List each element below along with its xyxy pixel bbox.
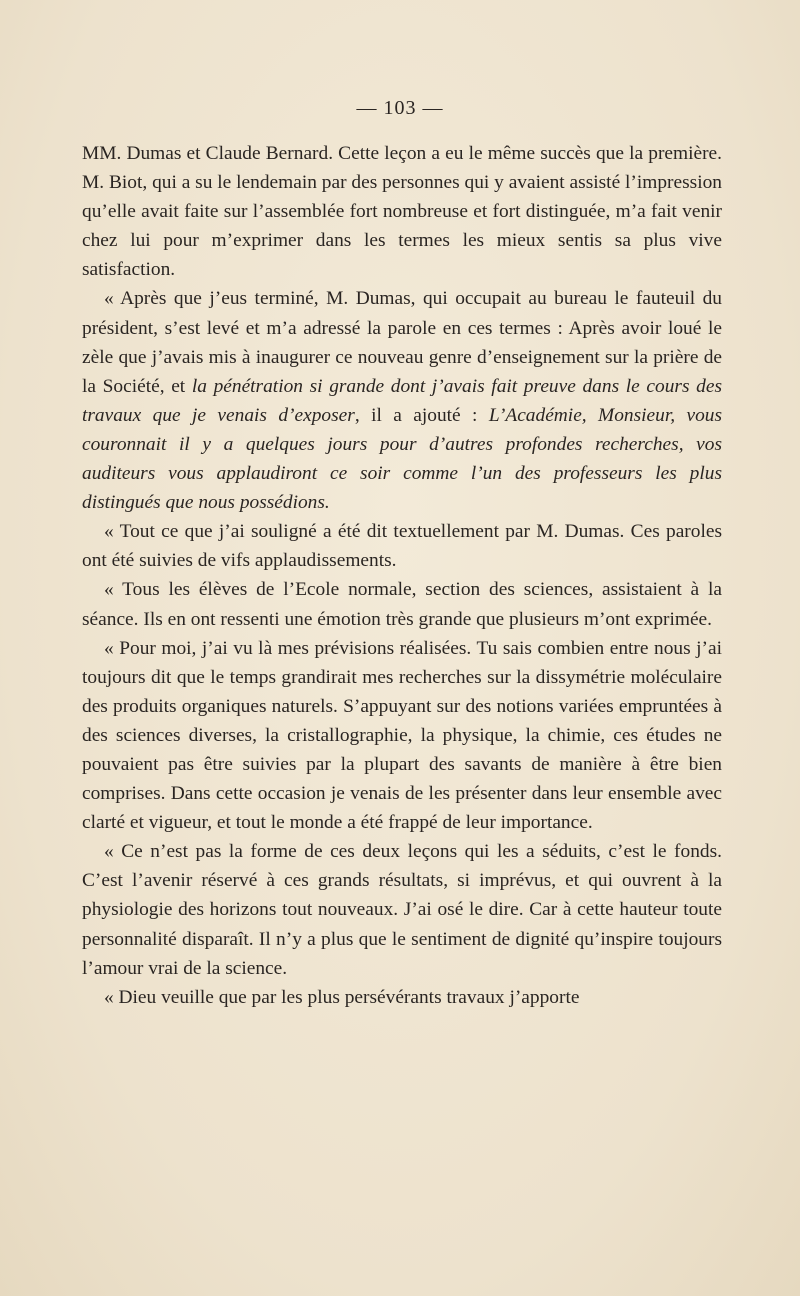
paragraph-5	[82, 634, 722, 838]
paragraph-2-italic-quote-2: L’Académie, Monsieur, vous couronnait il y a quelques jours pour d’autres profondes recherches, vos auditeurs vous applaudiront ce soir comme l’un des professeurs les plus distingués que nous possédions.	[82, 404, 723, 514]
paragraph-2	[82, 284, 722, 517]
paragraph-2-italic-quote-1: la pénétration si grande dont j’avais fait preuve dans le cours des travaux que je venais d’exposer	[82, 375, 722, 426]
paragraph-3-run-1: « Tout ce que j’ai souligné a été dit textuellement par M. Dumas. Ces paroles ont été suivies de vifs applaudissements.	[82, 521, 722, 572]
paragraph-4-run-1: « Tous les élèves de l’Ecole normale, section des sciences, assistaient à la séance. Ils en ont ressenti une émotion très grande que plusieurs m’ont exprimée.	[82, 579, 722, 630]
paragraph-2-run-1: « Après que j’eus terminé, M. Dumas, qui occupait au bureau le fauteuil du président, s’est levé et m’a adressé la parole en ces termes : Après avoir loué le zèle que j’avais mis à inaugurer ce nouveau genre d’enseignement sur la prière de la Société, et	[82, 288, 722, 397]
paragraph-7-run-1: « Dieu veuille que par les plus persévérants travaux j’apporte	[104, 986, 580, 1008]
paragraph-5-run-1: « Pour moi, j’ai vu là mes prévisions réalisées. Tu sais combien entre nous j’ai toujours dit que le temps grandirait mes recherches sur la dissymétrie moléculaire des produits organiques naturels. S’appuyant sur des notions variées empruntées à des sciences diverses, la cristallographie, la physique, la chimie, ces études ne pouvaient pas être suivies par la plupart des savants de manière à être bien comprises. Dans cette occasion je venais de les présenter dans leur ensemble avec clarté et vigueur, et tout le monde a été frappé de leur importance.	[82, 637, 722, 834]
paragraph-6-run-1: « Ce n’est pas la forme de ces deux leçons qui les a séduits, c’est le fonds. C’est l’avenir réservé à ces grands résultats, si imprévus, et qui ouvrent à la physiologie des horizons tout nouveaux. J’ai osé le dire. Car à cette hauteur toute personnalité disparaît. Il n’y a plus que le sentiment de dignité qu’inspire toujours l’amour vrai de la science.	[82, 841, 722, 979]
paragraph-6	[82, 837, 722, 982]
paragraph-7	[82, 983, 722, 1012]
paragraph-1	[82, 139, 722, 284]
paragraph-2-run-3: , il a ajouté :	[354, 404, 489, 426]
paragraph-1-run-1: MM. Dumas et Claude Bernard. Cette leçon a eu le même succès que la première. M. Biot, qui a su le lendemain par des personnes qui y avaient assisté l’impression qu’elle avait faite sur l’assemblée fort nombreuse et fort distinguée, m’a fait venir chez lui pour m’exprimer dans les termes les mieux sentis sa plus vive satisfaction.	[82, 143, 722, 281]
body-text	[82, 139, 722, 1012]
page-number: — 103 —	[356, 97, 444, 119]
paragraph-3	[82, 517, 722, 575]
paragraph-4	[82, 575, 722, 633]
